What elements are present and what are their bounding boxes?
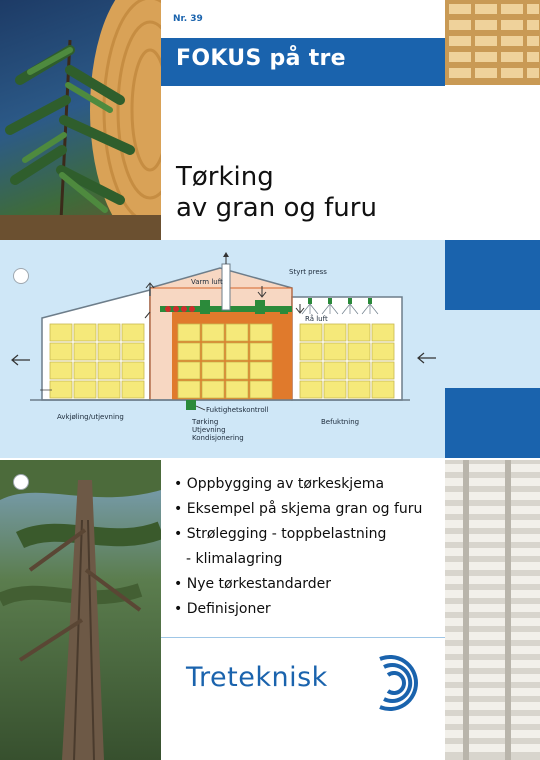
arrow-left-icon [418, 353, 436, 363]
brand-name: Treteknisk [186, 662, 328, 693]
label-humidification: Befuktning [321, 418, 360, 426]
lumber-ends-photo [445, 0, 540, 85]
list-item [174, 522, 444, 547]
pine-trunk-photo [0, 460, 161, 760]
topic-text: Strølegging - toppbelastning [186, 526, 387, 542]
bullet-dot-icon: • [174, 576, 187, 592]
label-cooling-equalizing: Avkjøling/utjevning [57, 413, 124, 421]
label-controlled-pressure: Styrt press [289, 268, 327, 276]
topic-text: Oppbygging av tørkeskjema [186, 476, 385, 492]
topic-text: - klimalagring [186, 551, 283, 567]
main-title [176, 162, 441, 224]
treteknisk-logo-icon [370, 653, 424, 713]
binder-hole [13, 268, 29, 284]
side-color-block-middle [445, 310, 540, 388]
label-warm-air: Varm luft [191, 278, 223, 286]
main-title-line-1: Tørking [176, 162, 274, 192]
label-conditioning: Kondisjonering [192, 434, 244, 442]
side-color-block-top [445, 240, 540, 310]
label-raw-air: Rå luft [305, 315, 328, 323]
bullet-dot-icon: • [174, 526, 187, 542]
binder-hole [13, 474, 29, 490]
topic-text: Definisjoner [186, 601, 271, 617]
list-item [174, 572, 444, 597]
label-equalizing: Utjevning [192, 426, 226, 434]
topic-text: Nye tørkestandarder [186, 576, 332, 592]
brand-divider [161, 637, 445, 638]
spruce-log-photo [0, 0, 161, 240]
label-moisture-control: Fuktighetskontroll [206, 406, 269, 414]
issue-number: Nr. 39 [173, 14, 203, 24]
main-title-line-2: av gran og furu [176, 193, 377, 223]
bullet-dot-icon: • [174, 601, 187, 617]
label-drying: Tørking [192, 418, 219, 426]
bullet-dot-icon: • [174, 476, 187, 492]
list-item-continuation [174, 547, 444, 572]
side-color-block-bottom [445, 388, 540, 458]
list-item [174, 597, 444, 622]
arrow-left-icon [12, 355, 30, 365]
series-title: FOKUS på tre [176, 46, 346, 71]
topic-list [174, 472, 444, 622]
list-item [174, 497, 444, 522]
stacked-boards-photo [445, 460, 540, 760]
kiln-diagram [0, 240, 445, 458]
bullet-dot-icon: • [174, 501, 187, 517]
topic-text: Eksempel på skjema gran og furu [186, 501, 423, 517]
list-item [174, 472, 444, 497]
